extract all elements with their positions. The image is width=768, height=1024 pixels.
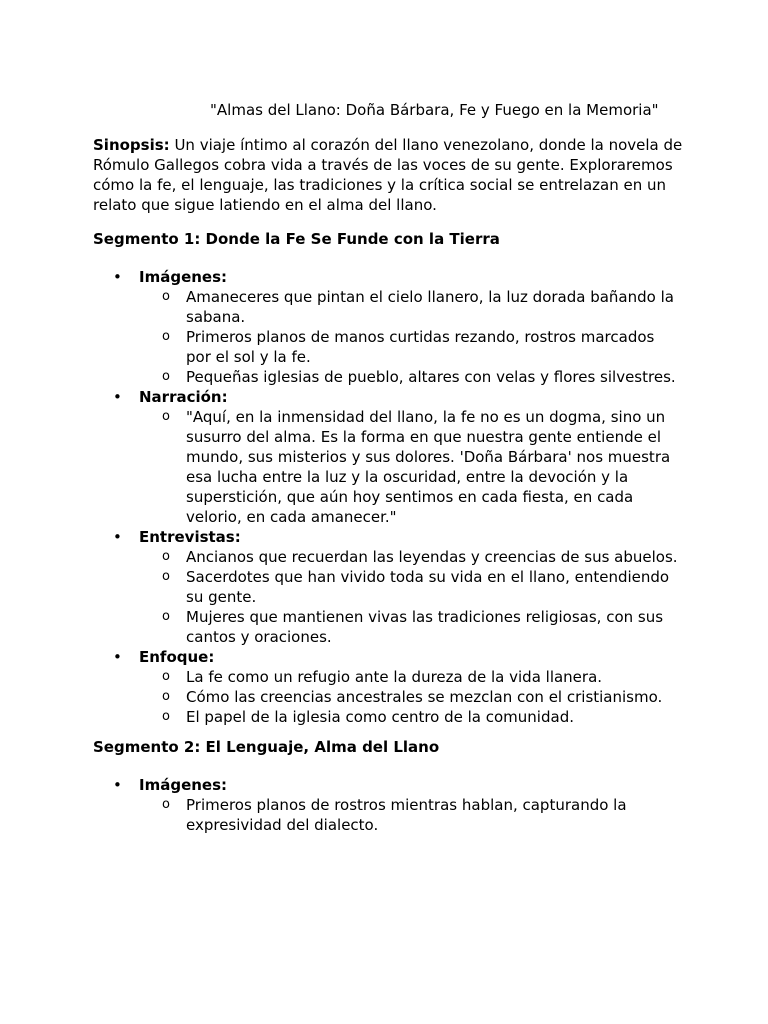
list-item-text: Amaneceres que pintan el cielo llanero, la luz dorada bañando la sabana. [186,288,674,326]
circle-bullet-icon: o [162,609,170,624]
document-title: "Almas del Llano: Doña Bárbara, Fe y Fuego en la Memoria" [210,101,659,119]
circle-bullet-icon: o [162,369,170,384]
circle-bullet-icon: o [162,709,170,724]
segment-item-list [93,267,683,727]
item-title: Enfoque: [139,648,215,666]
list-item-text: La fe como un refugio ante la dureza de la vida llanera. [186,668,603,686]
list-item [139,407,683,527]
list-item [139,607,683,647]
segment-1 [93,229,683,727]
list-item-text: Cómo las creencias ancestrales se mezclan con el cristianismo. [186,688,663,706]
list-item [139,547,683,567]
list-item [139,667,683,687]
synopsis-text: Un viaje íntimo al corazón del llano venezolano, donde la novela de Rómulo Gallegos cobra vida a través de las voces de su gente. Exploraremos cómo la fe, el lenguaje, las tradiciones y la crítica social se entrelazan en un relato que sigue latiendo en el alma del llano. [93,136,683,214]
segment-2 [93,737,683,835]
segment-heading: Segmento 2: El Lenguaje, Alma del Llano [93,738,440,756]
segment-heading: Segmento 1: Donde la Fe Se Funde con la Tierra [93,230,500,248]
list-item-text: Sacerdotes que han vivido toda su vida en el llano, entendiendo su gente. [186,568,670,606]
bullet-dot-icon: • [113,776,122,794]
list-item-text: Ancianos que recuerdan las leyendas y creencias de sus abuelos. [186,548,678,566]
item-title: Imágenes: [139,268,228,286]
item-title: Narración: [139,388,228,406]
segment-item-narration [93,387,683,527]
circle-bullet-icon: o [162,289,170,304]
list-item-text: Primeros planos de manos curtidas rezando, rostros marcados por el sol y la fe. [186,328,655,366]
circle-bullet-icon: o [162,797,170,812]
circle-bullet-icon: o [162,549,170,564]
circle-bullet-icon: o [162,409,170,424]
bullet-dot-icon: • [113,268,122,286]
list-item-text: Mujeres que mantienen vivas las tradiciones religiosas, con sus cantos y oraciones. [186,608,664,646]
document-body [93,100,683,835]
list-item [139,567,683,607]
circle-bullet-icon: o [162,329,170,344]
list-item [139,795,683,835]
list-item [139,287,683,327]
sub-list [139,287,683,387]
segment-item-focus [93,647,683,727]
list-item-text: Primeros planos de rostros mientras hablan, capturando la expresividad del dialecto. [186,796,627,834]
item-title: Entrevistas: [139,528,241,546]
list-item [139,707,683,727]
bullet-dot-icon: • [113,528,122,546]
list-item-text: El papel de la iglesia como centro de la comunidad. [186,708,574,726]
bullet-dot-icon: • [113,648,122,666]
bullet-dot-icon: • [113,388,122,406]
segment-item-images [93,775,683,835]
list-item [139,687,683,707]
circle-bullet-icon: o [162,669,170,684]
circle-bullet-icon: o [162,689,170,704]
list-item [139,367,683,387]
synopsis-label: Sinopsis: [93,136,170,154]
sub-list [139,407,683,527]
segment-item-list [93,775,683,835]
list-item [139,327,683,367]
sub-list [139,795,683,835]
segment-item-interviews [93,527,683,647]
sub-list [139,667,683,727]
segment-item-images [93,267,683,387]
sub-list [139,547,683,647]
item-title: Imágenes: [139,776,228,794]
synopsis-paragraph [93,135,683,215]
list-item-text: Pequeñas iglesias de pueblo, altares con velas y flores silvestres. [186,368,676,386]
circle-bullet-icon: o [162,569,170,584]
list-item-text: "Aquí, en la inmensidad del llano, la fe no es un dogma, sino un susurro del alma. Es la forma en que nuestra gente entiende el mundo, sus misterios y sus dolores. 'Doña Bárbara' nos muestra esa lucha entre la luz y la oscuridad, entre la devoción y la superstición, que aún hoy sentimos en cada fiesta, en cada velorio, en cada amanecer." [186,408,671,526]
